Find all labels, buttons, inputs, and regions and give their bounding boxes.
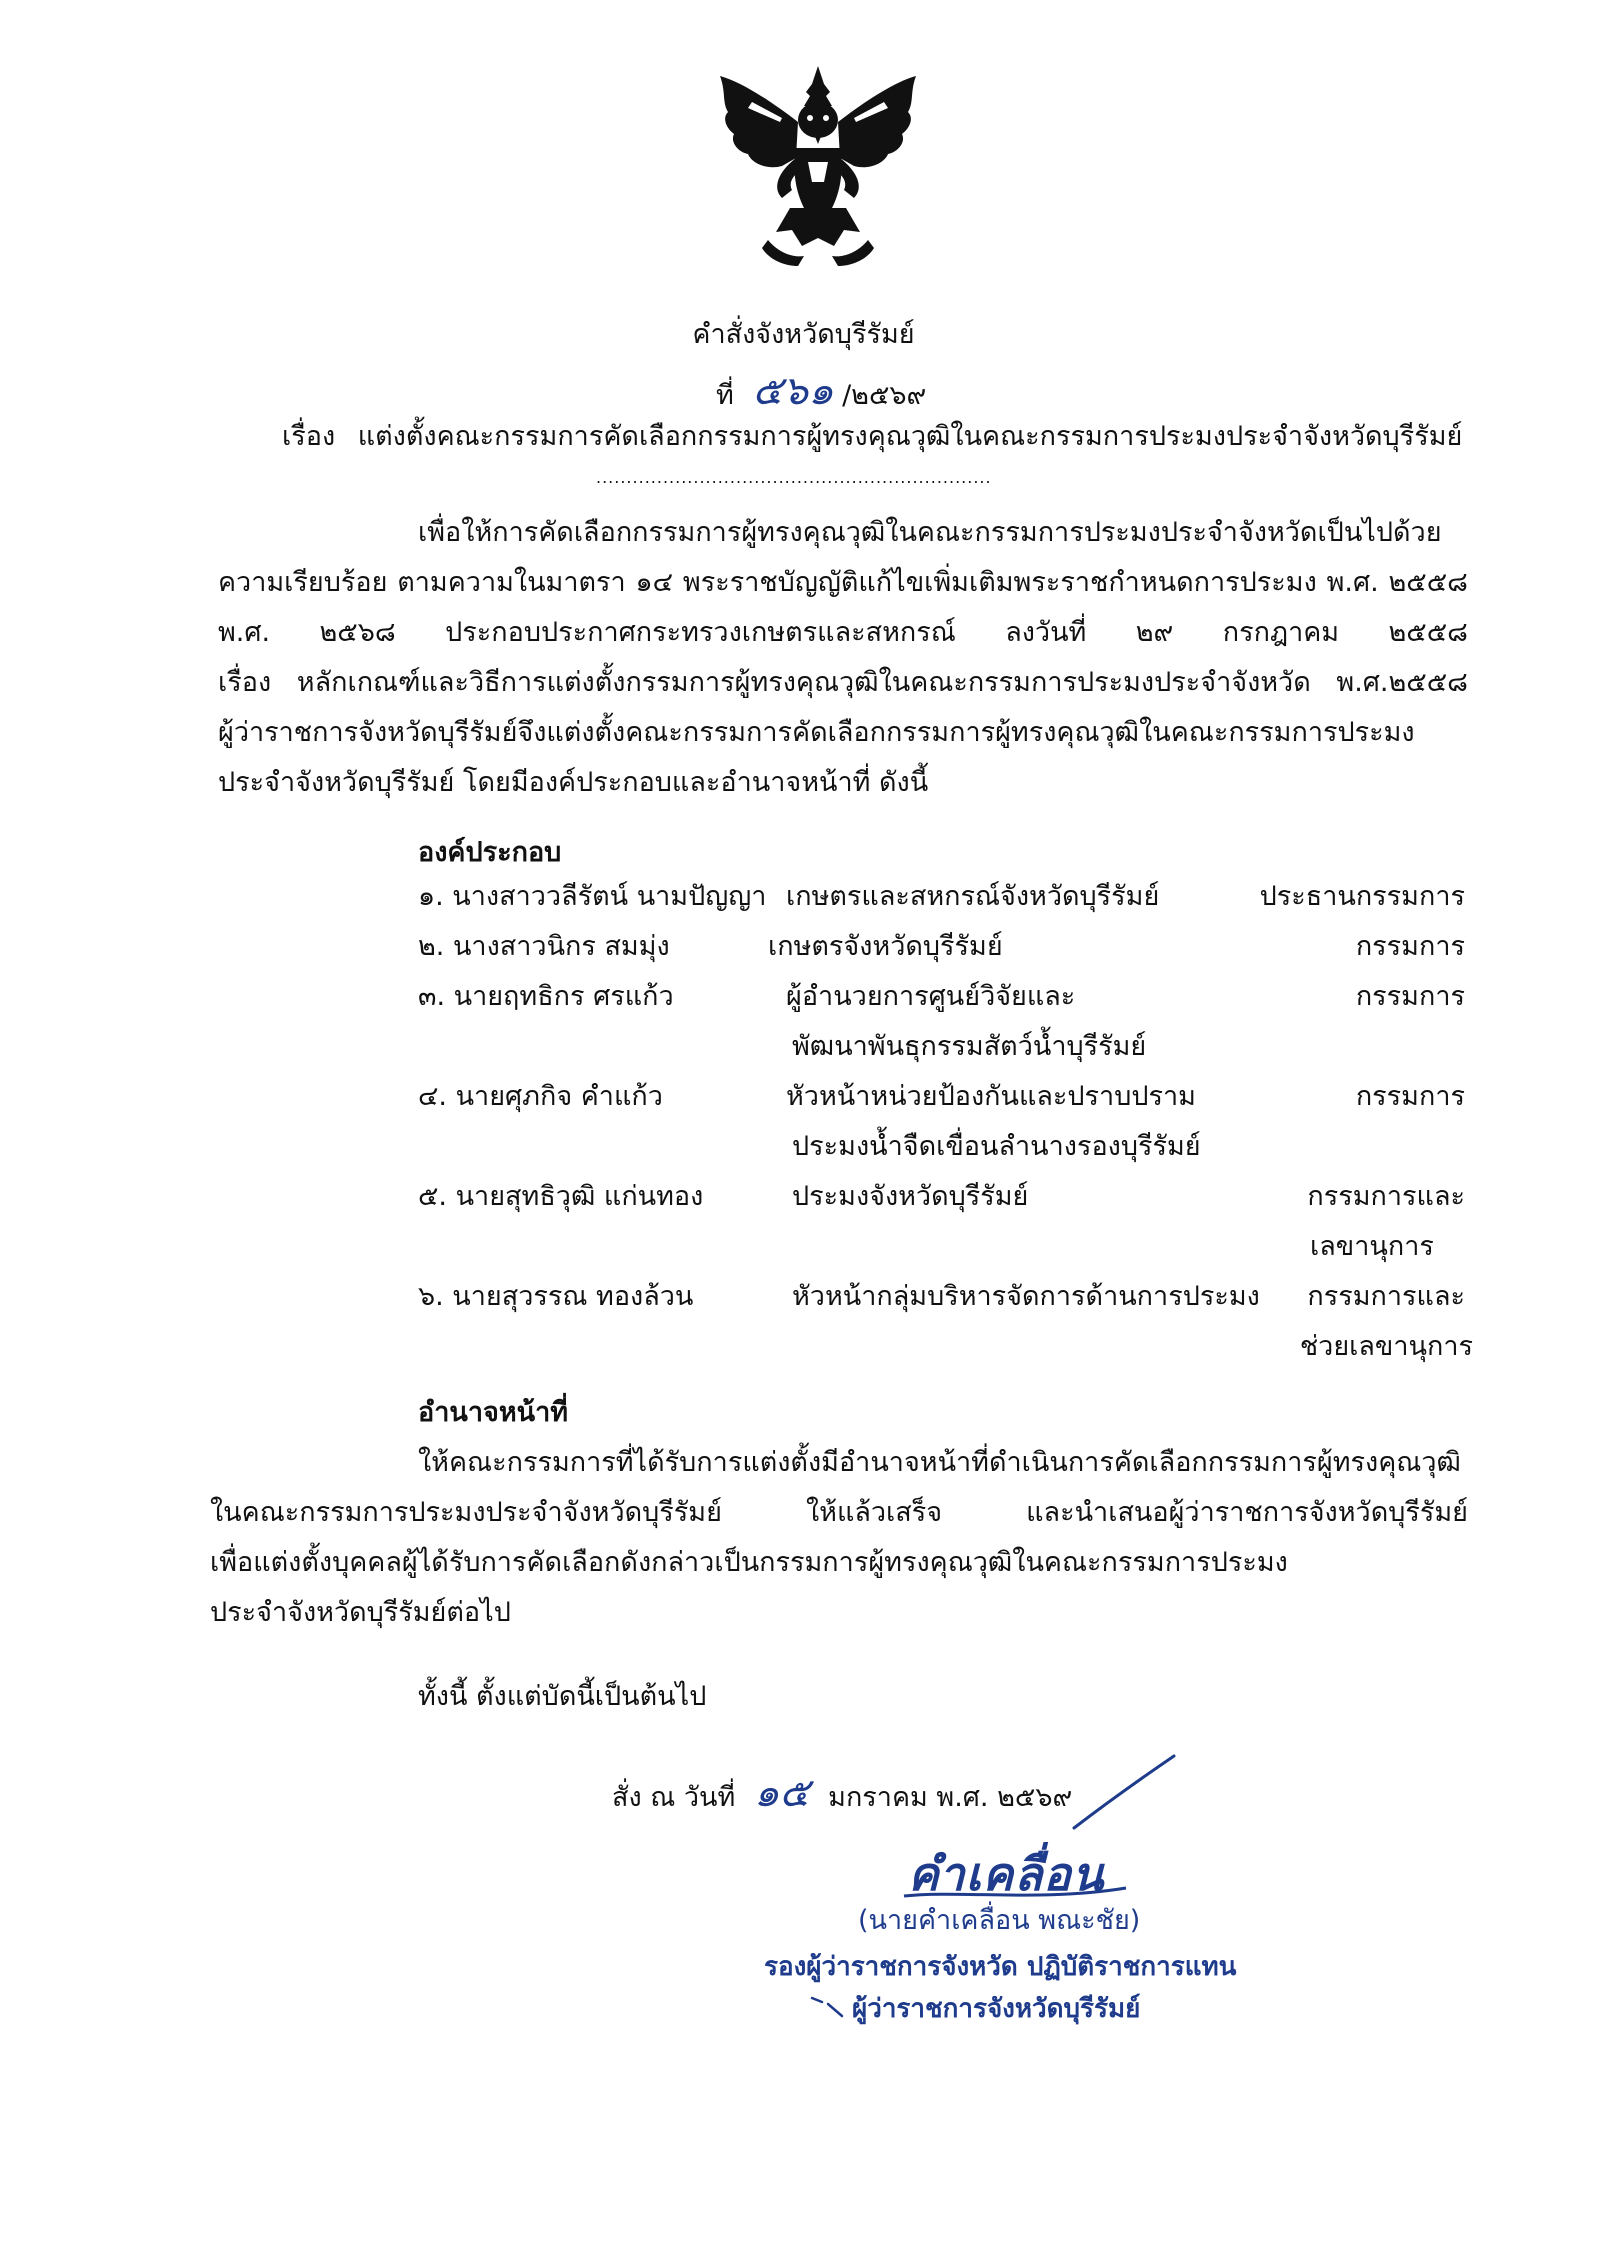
member-1-name: ๑. นางสาววลีรัตน์ นามปัญญา [418, 881, 767, 912]
member-6-position: หัวหน้ากลุ่มบริหารจัดการด้านการประมง [792, 1281, 1260, 1312]
intro-line-1: เพื่อให้การคัดเลือกกรรมการผู้ทรงคุณวุฒิในคณะกรรมการประมงประจำจังหวัดเป็นไปด้วย [418, 517, 1442, 548]
date-month-year: มกราคม พ.ศ. ๒๕๖๙ [828, 1782, 1073, 1813]
intro-line-2: ความเรียบร้อย ตามความในมาตรา ๑๔ พระราชบัญญัติแก้ไขเพิ่มเติมพระราชกำหนดการประมง พ.ศ. ๒๕๕๘ [218, 567, 1468, 598]
member-2-name: ๒. นางสาวนิกร สมมุ่ง [418, 931, 670, 962]
member-1-role: ประธานกรรมการ [1259, 881, 1465, 912]
member-4-role: กรรมการ [1355, 1081, 1465, 1112]
member-3-position: ผู้อำนวยการศูนย์วิจัยและ [786, 981, 1076, 1012]
duties-line-3: เพื่อแต่งตั้งบุคคลผู้ได้รับการคัดเลือกดังกล่าวเป็นกรรมการผู้ทรงคุณวุฒิในคณะกรรมการประมง [210, 1547, 1288, 1578]
intro-line-6: ประจำจังหวัดบุรีรัมย์ โดยมีองค์ประกอบและอำนาจหน้าที่ ดังนี้ [218, 767, 929, 798]
intro-line-4: เรื่อง หลักเกณฑ์และวิธีการแต่งตั้งกรรมการผู้ทรงคุณวุฒิในคณะกรรมการประมงประจำจังหวัด พ.ศ.๒๕๕๘ [218, 667, 1468, 698]
member-4-position: หัวหน้าหน่วยป้องกันและปราบปราม [786, 1081, 1196, 1112]
intro-line-5: ผู้ว่าราชการจังหวัดบุรีรัมย์จึงแต่งตั้งคณะกรรมการคัดเลือกกรรมการผู้ทรงคุณวุฒิในคณะกรรมการประมง [218, 717, 1415, 748]
intro-line-3: พ.ศ. ๒๕๖๘ ประกอบประกาศกระทรวงเกษตรและสหกรณ์ ลงวันที่ ๒๙ กรกฎาคม ๒๕๕๘ [218, 617, 1468, 648]
member-3-position-2: พัฒนาพันธุกรรมสัตว์น้ำบุรีรัมย์ [792, 1031, 1147, 1062]
signer-title-2: ผู้ว่าราชการจังหวัดบุรีรัมย์ [852, 1994, 1141, 2024]
member-5-role: กรรมการและ [1307, 1181, 1465, 1212]
member-1-position: เกษตรและสหกรณ์จังหวัดบุรีรัมย์ [786, 881, 1160, 912]
member-4-position-2: ประมงน้ำจืดเขื่อนลำนางรองบุรีรัมย์ [792, 1131, 1201, 1162]
member-6-name: ๖. นายสุวรรณ ทองล้วน [418, 1281, 694, 1312]
member-6-role-2: ช่วยเลขานุการ [1299, 1331, 1473, 1362]
order-number-line [716, 358, 926, 422]
initial-mark [808, 1990, 848, 2020]
subject-label: เรื่อง [282, 421, 336, 452]
signature-flourish-stroke [1070, 1752, 1180, 1832]
garuda-emblem [712, 62, 924, 272]
date-day-handwritten: ๑๕ [753, 1770, 810, 1816]
member-4-name: ๔. นายศุภกิจ คำแก้ว [418, 1081, 663, 1112]
signature-handwritten: คำเคลื่อน [908, 1847, 1105, 1901]
member-5-role-2: เลขานุการ [1310, 1231, 1434, 1262]
member-3-name: ๓. นายฤทธิกร ศรแก้ว [418, 981, 674, 1012]
member-2-position: เกษตรจังหวัดบุรีรัมย์ [768, 931, 1003, 962]
duties-line-2: ในคณะกรรมการประมงประจำจังหวัดบุรีรัมย์ ให้แล้วเสร็จ และนำเสนอผู้ว่าราชการจังหวัดบุรีรัมย์ [210, 1497, 1468, 1528]
member-3-role: กรรมการ [1355, 981, 1465, 1012]
order-title: คำสั่งจังหวัดบุรีรัมย์ [692, 319, 915, 350]
order-prefix: ที่ [716, 380, 734, 411]
order-year: /๒๕๖๙ [842, 380, 927, 411]
date-line [612, 1760, 1072, 1824]
member-2-role: กรรมการ [1355, 931, 1465, 962]
effective-statement: ทั้งนี้ ตั้งแต่บัดนี้เป็นต้นไป [418, 1681, 707, 1712]
member-6-role: กรรมการและ [1307, 1281, 1465, 1312]
duties-line-1: ให้คณะกรรมการที่ได้รับการแต่งตั้งมีอำนาจหน้าที่ดำเนินการคัดเลือกกรรมการผู้ทรงคุณวุฒิ [418, 1447, 1461, 1478]
member-5-position: ประมงจังหวัดบุรีรัมย์ [792, 1181, 1029, 1212]
signer-title-1: รองผู้ว่าราชการจังหวัด ปฏิบัติราชการแทน [764, 1952, 1237, 1982]
member-5-name: ๕. นายสุทธิวุฒิ แก่นทอง [418, 1181, 704, 1212]
order-number-handwritten: ๕๖๑ [752, 368, 834, 414]
duties-heading: อำนาจหน้าที่ [418, 1397, 569, 1428]
duties-line-4: ประจำจังหวัดบุรีรัมย์ต่อไป [210, 1597, 511, 1628]
separator-dots: ................................................................. [596, 468, 992, 487]
subject-text: แต่งตั้งคณะกรรมการคัดเลือกกรรมการผู้ทรงคุณวุฒิในคณะกรรมการประมงประจำจังหวัดบุรีรัมย์ [357, 421, 1463, 452]
signer-name: (นายคำเคลื่อน พณะชัย) [858, 1905, 1141, 1936]
composition-heading: องค์ประกอบ [418, 837, 562, 868]
date-prefix: สั่ง ณ วันที่ [612, 1782, 736, 1813]
subject-line [282, 414, 1462, 457]
